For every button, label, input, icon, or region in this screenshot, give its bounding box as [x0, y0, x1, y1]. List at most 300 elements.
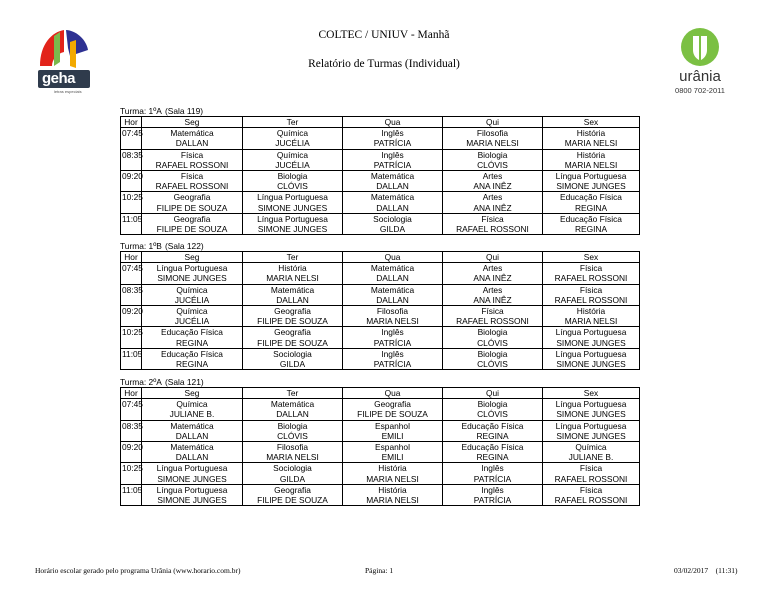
- class-cell: [543, 484, 640, 505]
- subject-name: Educação Física: [560, 213, 622, 224]
- subject-name: Língua Portuguesa: [555, 348, 627, 359]
- class-cell: [543, 327, 640, 348]
- table-row: [121, 442, 640, 463]
- table-row: [121, 420, 640, 441]
- class-cell: [343, 463, 443, 484]
- column-header-qua: Qua: [343, 252, 443, 263]
- time-cell: 07:45: [121, 263, 142, 284]
- class-cell: [142, 306, 243, 327]
- turma-header: [120, 106, 640, 116]
- teacher-name: DALLAN: [376, 294, 409, 305]
- class-cell: [343, 399, 443, 420]
- class-cell: [343, 442, 443, 463]
- time-cell: 08:35: [121, 284, 142, 305]
- turma-block-2a: [120, 377, 640, 506]
- teacher-name: RAFAEL ROSSONI: [554, 495, 628, 506]
- class-cell: [142, 171, 243, 192]
- teacher-name: FILIPE DE SOUZA: [156, 224, 228, 235]
- header-row: [121, 388, 640, 399]
- class-cell: [142, 284, 243, 305]
- teacher-name: DALLAN: [376, 273, 409, 284]
- column-header-ter: Ter: [243, 252, 343, 263]
- class-cell: [543, 263, 640, 284]
- subject-name: Inglês: [481, 484, 504, 495]
- teacher-name: JULIANE B.: [169, 409, 215, 420]
- teacher-name: CLÓVIS: [277, 430, 308, 441]
- teacher-name: RAFAEL ROSSONI: [554, 473, 628, 484]
- subject-name: Filosofia: [376, 306, 409, 317]
- teacher-name: DALLAN: [376, 181, 409, 192]
- footer-datetime: [674, 566, 737, 575]
- teacher-name: SIMONE JUNGES: [157, 473, 227, 484]
- class-cell: [243, 463, 343, 484]
- class-cell: [543, 348, 640, 369]
- column-header-qui: Qui: [443, 252, 543, 263]
- subject-name: Filosofia: [476, 128, 509, 139]
- class-cell: [443, 263, 543, 284]
- class-cell: [443, 213, 543, 234]
- class-cell: [142, 484, 243, 505]
- subject-name: Língua Portuguesa: [156, 263, 228, 274]
- time-cell: 10:25: [121, 327, 142, 348]
- geha-logo-text: geha: [42, 70, 76, 87]
- teacher-name: DALLAN: [276, 294, 309, 305]
- teacher-name: PATRÍCIA: [473, 495, 512, 506]
- subject-name: Língua Portuguesa: [555, 171, 627, 182]
- subject-name: Geografia: [173, 192, 211, 203]
- geha-logo-tagline: letras especiais: [54, 89, 82, 94]
- teacher-name: PATRÍCIA: [473, 473, 512, 484]
- subject-name: Educação Física: [560, 192, 622, 203]
- teacher-name: REGINA: [476, 430, 509, 441]
- class-cell: [243, 306, 343, 327]
- class-cell: [243, 128, 343, 149]
- subject-name: História: [576, 128, 606, 139]
- teacher-name: SIMONE JUNGES: [257, 202, 328, 213]
- subject-name: Língua Portuguesa: [555, 399, 627, 410]
- subject-name: Geografia: [173, 213, 211, 224]
- turma-label: Turma: 1ºB: [120, 241, 162, 251]
- subject-name: História: [378, 484, 407, 495]
- subject-name: Física: [579, 484, 603, 495]
- subject-name: História: [278, 263, 307, 274]
- class-cell: [142, 128, 243, 149]
- class-cell: [343, 149, 443, 170]
- time-cell: 11:05: [121, 484, 142, 505]
- subject-name: Geografia: [274, 306, 311, 317]
- class-cell: [443, 284, 543, 305]
- class-cell: [543, 284, 640, 305]
- teacher-name: REGINA: [574, 202, 608, 213]
- class-cell: [443, 171, 543, 192]
- subject-name: História: [576, 306, 606, 317]
- teacher-name: RAFAEL ROSSONI: [456, 224, 529, 235]
- class-cell: [443, 128, 543, 149]
- class-cell: [142, 149, 243, 170]
- class-cell: [543, 171, 640, 192]
- class-cell: [443, 327, 543, 348]
- teacher-name: SIMONE JUNGES: [556, 337, 626, 348]
- class-cell: [142, 442, 243, 463]
- subject-name: Física: [579, 284, 603, 295]
- subject-name: Educação Física: [461, 420, 524, 431]
- subject-name: Matemática: [370, 192, 415, 203]
- class-cell: [443, 442, 543, 463]
- teacher-name: JUCÉLIA: [174, 316, 210, 327]
- teacher-name: RAFAEL ROSSONI: [554, 294, 628, 305]
- teacher-name: ANA INÊZ: [473, 181, 512, 192]
- subject-name: Física: [180, 171, 204, 182]
- class-cell: [142, 399, 243, 420]
- time-cell: 10:25: [121, 463, 142, 484]
- class-cell: [343, 348, 443, 369]
- subject-name: Matemática: [270, 399, 315, 410]
- class-cell: [543, 149, 640, 170]
- class-cell: [443, 306, 543, 327]
- class-cell: [543, 463, 640, 484]
- subject-name: Biologia: [477, 348, 508, 359]
- footer-date: 03/02/2017: [674, 566, 709, 575]
- class-cell: [142, 463, 243, 484]
- teacher-name: SIMONE JUNGES: [556, 430, 626, 441]
- teacher-name: ANA INÊZ: [473, 273, 512, 284]
- class-cell: [443, 348, 543, 369]
- subject-name: Língua Portuguesa: [156, 484, 228, 495]
- turma-block-1b: [120, 241, 640, 370]
- class-cell: [243, 348, 343, 369]
- teacher-name: CLÓVIS: [477, 359, 508, 370]
- turma-sala: (Sala 122): [165, 241, 204, 251]
- time-cell: 07:45: [121, 399, 142, 420]
- teacher-name: MARIA NELSI: [564, 316, 618, 327]
- teacher-name: PATRÍCIA: [373, 359, 412, 370]
- class-cell: [543, 399, 640, 420]
- teacher-name: CLÓVIS: [477, 159, 508, 170]
- subject-name: Língua Portuguesa: [555, 327, 627, 338]
- subject-name: Sociologia: [373, 213, 412, 224]
- subject-name: Espanhol: [375, 420, 410, 431]
- subject-name: Física: [579, 263, 603, 274]
- teacher-name: CLÓVIS: [277, 181, 308, 192]
- subject-name: Biologia: [477, 149, 508, 160]
- teacher-name: PATRÍCIA: [373, 337, 412, 348]
- subject-name: Espanhol: [375, 442, 410, 453]
- class-cell: [343, 284, 443, 305]
- subject-name: Matemática: [170, 420, 214, 431]
- class-cell: [543, 442, 640, 463]
- subject-name: Educação Física: [161, 348, 223, 359]
- teacher-name: MARIA NELSI: [564, 138, 618, 149]
- subject-name: Matemática: [170, 128, 214, 139]
- class-cell: [443, 149, 543, 170]
- class-cell: [243, 484, 343, 505]
- class-cell: [543, 213, 640, 234]
- teacher-name: JUCÉLIA: [275, 159, 310, 170]
- teacher-name: ANA INÊZ: [473, 202, 512, 213]
- time-cell: 09:20: [121, 171, 142, 192]
- teacher-name: FILIPE DE SOUZA: [257, 495, 328, 506]
- time-cell: 08:35: [121, 149, 142, 170]
- subject-name: Matemática: [170, 442, 214, 453]
- column-header-sex: Sex: [543, 388, 640, 399]
- subject-name: Inglês: [381, 149, 404, 160]
- teacher-name: EMILI: [381, 430, 404, 441]
- time-cell: 10:25: [121, 192, 142, 213]
- column-header-qua: Qua: [343, 117, 443, 128]
- teacher-name: DALLAN: [175, 452, 209, 463]
- subject-name: Artes: [482, 192, 503, 203]
- column-header-hor: Hor: [121, 117, 142, 128]
- teacher-name: SIMONE JUNGES: [556, 409, 626, 420]
- table-row: [121, 263, 640, 284]
- teacher-name: PATRÍCIA: [373, 159, 412, 170]
- column-header-qui: Qui: [443, 117, 543, 128]
- class-cell: [543, 128, 640, 149]
- class-cell: [243, 263, 343, 284]
- table-row: [121, 306, 640, 327]
- teacher-name: FILIPE DE SOUZA: [357, 409, 428, 420]
- class-cell: [543, 192, 640, 213]
- teacher-name: REGINA: [175, 359, 209, 370]
- teacher-name: MARIA NELSI: [564, 159, 618, 170]
- class-cell: [243, 213, 343, 234]
- subject-name: Educação Física: [161, 327, 223, 338]
- teacher-name: PATRÍCIA: [373, 138, 412, 149]
- class-cell: [343, 484, 443, 505]
- class-cell: [343, 128, 443, 149]
- class-cell: [443, 463, 543, 484]
- teacher-name: DALLAN: [376, 202, 409, 213]
- class-cell: [343, 306, 443, 327]
- teacher-name: SIMONE JUNGES: [556, 359, 626, 370]
- table-row: [121, 484, 640, 505]
- subject-name: Biologia: [477, 327, 508, 338]
- teacher-name: GILDA: [279, 473, 306, 484]
- subject-name: Física: [180, 149, 204, 160]
- subject-name: Artes: [482, 263, 503, 274]
- subject-name: Biologia: [277, 420, 308, 431]
- column-header-sex: Sex: [543, 252, 640, 263]
- subject-name: Matemática: [370, 284, 415, 295]
- time-cell: 08:35: [121, 420, 142, 441]
- time-cell: 07:45: [121, 128, 142, 149]
- column-header-seg: Seg: [142, 252, 243, 263]
- column-header-seg: Seg: [142, 388, 243, 399]
- teacher-name: ANA INÊZ: [473, 294, 512, 305]
- subject-name: Química: [575, 442, 607, 453]
- subject-name: Geografia: [274, 327, 311, 338]
- teacher-name: EMILI: [381, 452, 404, 463]
- teacher-name: CLÓVIS: [477, 337, 508, 348]
- turma-label: Turma: 2ºA: [120, 377, 162, 387]
- subject-name: Geografia: [374, 399, 411, 410]
- class-cell: [243, 192, 343, 213]
- teacher-name: GILDA: [379, 224, 406, 235]
- subject-name: Inglês: [381, 348, 404, 359]
- table-row: [121, 171, 640, 192]
- class-cell: [343, 171, 443, 192]
- column-header-ter: Ter: [243, 388, 343, 399]
- table-row: [121, 213, 640, 234]
- turma-label: Turma: 1ºA: [120, 106, 162, 116]
- teacher-name: SIMONE JUNGES: [556, 181, 626, 192]
- column-header-ter: Ter: [243, 117, 343, 128]
- footer-time: (11:31): [715, 566, 738, 575]
- class-cell: [443, 399, 543, 420]
- column-header-seg: Seg: [142, 117, 243, 128]
- teacher-name: MARIA NELSI: [266, 273, 319, 284]
- table-row: [121, 348, 640, 369]
- teacher-name: JUCÉLIA: [174, 294, 210, 305]
- class-cell: [142, 192, 243, 213]
- subject-name: História: [378, 463, 407, 474]
- class-cell: [443, 420, 543, 441]
- class-cell: [243, 284, 343, 305]
- class-cell: [343, 213, 443, 234]
- class-cell: [243, 171, 343, 192]
- table-row: [121, 284, 640, 305]
- teacher-name: RAFAEL ROSSONI: [554, 273, 628, 284]
- urania-logo-text: urânia: [679, 68, 721, 85]
- subject-name: Matemática: [370, 263, 415, 274]
- subject-name: Sociologia: [273, 348, 312, 359]
- header-row: [121, 117, 640, 128]
- column-header-hor: Hor: [121, 252, 142, 263]
- teacher-name: SIMONE JUNGES: [157, 495, 227, 506]
- teacher-name: MARIA NELSI: [366, 316, 419, 327]
- schedule-table: [120, 387, 640, 506]
- turma-sala: (Sala 121): [165, 377, 204, 387]
- teacher-name: DALLAN: [175, 138, 209, 149]
- document-subtitle: Relatório de Turmas (Individual): [308, 58, 460, 70]
- teacher-name: JUCÉLIA: [275, 138, 310, 149]
- subject-name: Física: [481, 306, 504, 317]
- subject-name: Língua Portuguesa: [156, 463, 228, 474]
- subject-name: Química: [176, 284, 208, 295]
- teacher-name: RAFAEL ROSSONI: [456, 316, 529, 327]
- teacher-name: MARIA NELSI: [466, 138, 519, 149]
- class-cell: [243, 442, 343, 463]
- table-row: [121, 327, 640, 348]
- time-cell: 09:20: [121, 306, 142, 327]
- class-cell: [343, 263, 443, 284]
- subject-name: Química: [276, 149, 309, 160]
- subject-name: Química: [176, 306, 208, 317]
- header-row: [121, 252, 640, 263]
- schedule-table: [120, 116, 640, 235]
- table-row: [121, 463, 640, 484]
- column-header-qui: Qui: [443, 388, 543, 399]
- urania-logo-phone: 0800 702-2011: [675, 86, 725, 95]
- teacher-name: FILIPE DE SOUZA: [156, 202, 228, 213]
- teacher-name: SIMONE JUNGES: [257, 224, 328, 235]
- class-cell: [142, 348, 243, 369]
- turma-sala: (Sala 119): [165, 106, 204, 116]
- teacher-name: RAFAEL ROSSONI: [155, 181, 229, 192]
- subject-name: Artes: [482, 284, 503, 295]
- column-header-sex: Sex: [543, 117, 640, 128]
- class-cell: [142, 327, 243, 348]
- class-cell: [343, 327, 443, 348]
- urania-logo: [660, 26, 740, 96]
- class-cell: [343, 420, 443, 441]
- subject-name: Biologia: [277, 171, 308, 182]
- subject-name: Inglês: [381, 128, 404, 139]
- subject-name: Geografia: [274, 484, 311, 495]
- footer-page: Página: 1: [365, 566, 394, 575]
- subject-name: Física: [481, 213, 504, 224]
- teacher-name: FILIPE DE SOUZA: [257, 316, 328, 327]
- turma-block-1a: [120, 106, 640, 235]
- subject-name: Língua Portuguesa: [555, 420, 627, 431]
- class-cell: [142, 263, 243, 284]
- table-row: [121, 399, 640, 420]
- teacher-name: REGINA: [476, 452, 509, 463]
- time-cell: 11:05: [121, 213, 142, 234]
- teacher-name: REGINA: [574, 224, 608, 235]
- subject-name: Química: [176, 399, 208, 410]
- subject-name: Física: [579, 463, 603, 474]
- teacher-name: RAFAEL ROSSONI: [155, 159, 229, 170]
- teacher-name: MARIA NELSI: [266, 452, 319, 463]
- subject-name: Língua Portuguesa: [257, 213, 328, 224]
- turma-header: [120, 377, 640, 387]
- teacher-name: SIMONE JUNGES: [157, 273, 227, 284]
- column-header-qua: Qua: [343, 388, 443, 399]
- teacher-name: CLÓVIS: [477, 409, 508, 420]
- class-cell: [443, 484, 543, 505]
- subject-name: História: [576, 149, 606, 160]
- table-row: [121, 128, 640, 149]
- class-cell: [543, 420, 640, 441]
- class-cell: [142, 420, 243, 441]
- teacher-name: REGINA: [175, 337, 209, 348]
- class-cell: [543, 306, 640, 327]
- footer-generator: Horário escolar gerado pelo programa Urânia (www.horario.com.br): [35, 566, 241, 575]
- subject-name: Inglês: [381, 327, 404, 338]
- teacher-name: FILIPE DE SOUZA: [257, 337, 328, 348]
- class-cell: [243, 420, 343, 441]
- class-cell: [243, 149, 343, 170]
- table-row: [121, 149, 640, 170]
- teacher-name: MARIA NELSI: [366, 473, 419, 484]
- subject-name: Inglês: [481, 463, 504, 474]
- subject-name: Biologia: [477, 399, 508, 410]
- subject-name: Sociologia: [273, 463, 312, 474]
- teacher-name: GILDA: [279, 359, 306, 370]
- subject-name: Química: [276, 128, 309, 139]
- table-row: [121, 192, 640, 213]
- document-title: COLTEC / UNIUV - Manhã: [318, 29, 450, 41]
- time-cell: 11:05: [121, 348, 142, 369]
- teacher-name: JULIANE B.: [568, 452, 614, 463]
- subject-name: Artes: [482, 171, 503, 182]
- class-cell: [243, 399, 343, 420]
- teacher-name: DALLAN: [175, 430, 209, 441]
- column-header-hor: Hor: [121, 388, 142, 399]
- subject-name: Educação Física: [461, 442, 524, 453]
- class-cell: [243, 327, 343, 348]
- class-cell: [142, 213, 243, 234]
- turma-header: [120, 241, 640, 251]
- subject-name: Filosofia: [276, 442, 309, 453]
- subject-name: Língua Portuguesa: [257, 192, 328, 203]
- teacher-name: MARIA NELSI: [366, 495, 419, 506]
- subject-name: Matemática: [270, 284, 315, 295]
- subject-name: Matemática: [370, 171, 415, 182]
- class-cell: [443, 192, 543, 213]
- teacher-name: DALLAN: [276, 409, 309, 420]
